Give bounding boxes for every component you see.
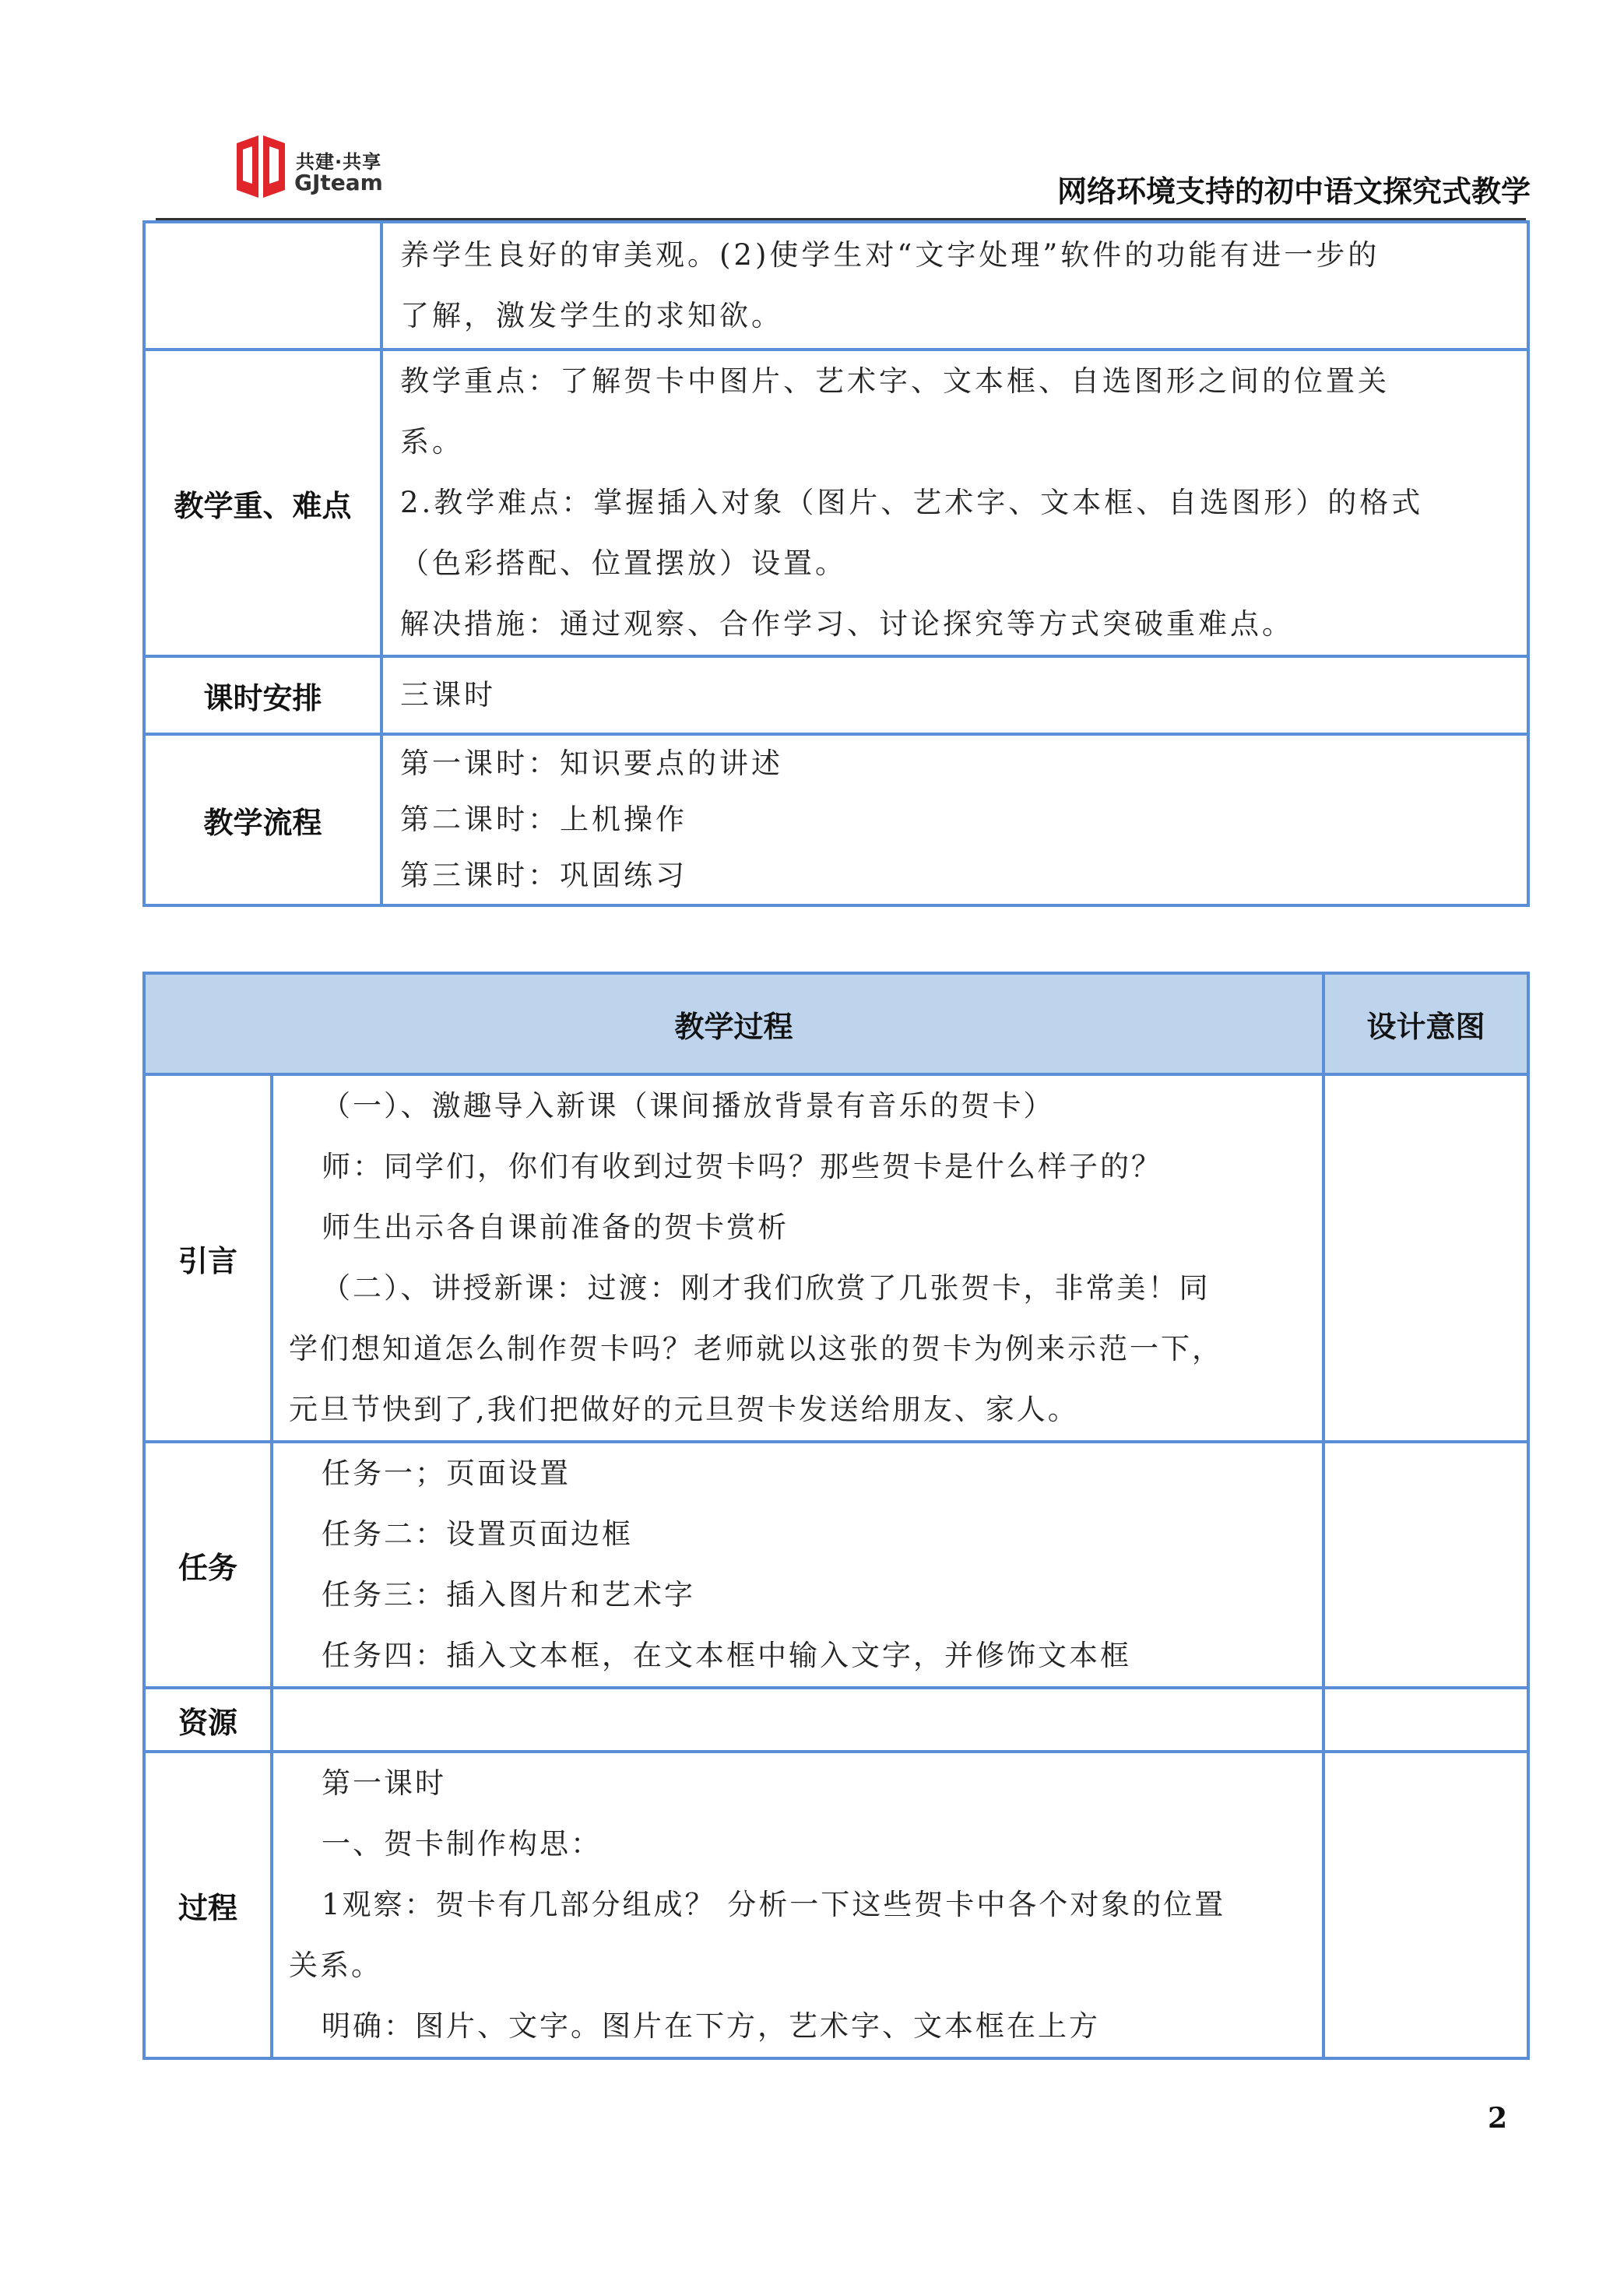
text-line: 系。 bbox=[400, 425, 464, 459]
row-label: 课时安排 bbox=[144, 656, 381, 734]
text-line: 师生出示各自课前准备的贺卡赏析 bbox=[322, 1211, 789, 1244]
row-content bbox=[381, 350, 1528, 656]
table-row bbox=[144, 1688, 1528, 1752]
page-number: 2 bbox=[1487, 2102, 1507, 2135]
teaching-process-table bbox=[142, 972, 1530, 2060]
intent-cell bbox=[1323, 1074, 1528, 1442]
text-line: 第一课时 bbox=[322, 1766, 446, 1800]
logo-text-english: GJteam bbox=[294, 170, 383, 195]
text-line: 任务三：插入图片和艺术字 bbox=[322, 1578, 695, 1611]
header-design-intent: 设计意图 bbox=[1323, 973, 1528, 1074]
row-content bbox=[381, 656, 1528, 734]
intent-cell bbox=[1323, 1752, 1528, 2058]
row-label: 教学流程 bbox=[144, 734, 381, 905]
table-row bbox=[144, 734, 1528, 905]
logo-mark-icon bbox=[234, 132, 288, 202]
text-line: 一、贺卡制作构思： bbox=[322, 1827, 602, 1861]
text-line: 第一课时：知识要点的讲述 bbox=[400, 747, 783, 780]
document-title: 网络环境支持的初中语文探究式教学 bbox=[1056, 174, 1531, 209]
text-line: 第二课时：上机操作 bbox=[400, 803, 687, 836]
row-label: 资源 bbox=[144, 1688, 272, 1752]
table-row bbox=[144, 1752, 1528, 2058]
text-line: （一）、激趣导入新课（课间播放背景有音乐的贺卡） bbox=[322, 1089, 1055, 1123]
intent-cell bbox=[1323, 1688, 1528, 1752]
row-content bbox=[272, 1442, 1323, 1688]
text-line: （二）、讲授新课：过渡：刚才我们欣赏了几张贺卡，非常美！同 bbox=[322, 1271, 1211, 1305]
text-line: 教学重点：了解贺卡中图片、艺术字、文本框、自选图形之间的位置关 bbox=[400, 364, 1390, 398]
table-row bbox=[144, 350, 1528, 656]
row-label bbox=[144, 222, 381, 350]
text-line: 师：同学们，你们有收到过贺卡吗？那些贺卡是什么样子的？ bbox=[322, 1150, 1162, 1183]
text-line: 关系。 bbox=[289, 1949, 382, 1982]
text-line: （色彩搭配、位置摆放）设置。 bbox=[400, 547, 847, 580]
table-row bbox=[144, 656, 1528, 734]
header-teaching-process: 教学过程 bbox=[144, 973, 1323, 1074]
row-content bbox=[272, 1074, 1323, 1442]
text-line: 养学生良好的审美观。(2)使学生对“文字处理”软件的功能有进一步的 bbox=[400, 238, 1380, 272]
lesson-overview-table bbox=[142, 220, 1530, 907]
text-line: 三课时 bbox=[400, 678, 496, 712]
logo-text-chinese: 共建·共享 bbox=[296, 151, 382, 173]
text-line: 明确：图片、文字。图片在下方，艺术字、文本框在上方 bbox=[322, 2009, 1100, 2043]
table-row bbox=[144, 1074, 1528, 1442]
text-line: 学们想知道怎么制作贺卡吗？老师就以这张的贺卡为例来示范一下， bbox=[289, 1332, 1223, 1365]
text-line: 元旦节快到了,我们把做好的元旦贺卡发送给朋友、家人。 bbox=[289, 1393, 1079, 1426]
gjteam-logo bbox=[234, 132, 420, 202]
row-content bbox=[272, 1752, 1323, 2058]
table-row bbox=[144, 1442, 1528, 1688]
text-line: 任务四：插入文本框，在文本框中输入文字，并修饰文本框 bbox=[322, 1639, 1131, 1672]
row-content bbox=[272, 1688, 1323, 1752]
table-row bbox=[144, 222, 1528, 350]
text-line: 1观察：贺卡有几部分组成？ 分析一下这些贺卡中各个对象的位置 bbox=[322, 1888, 1226, 1921]
row-content bbox=[381, 734, 1528, 905]
row-content bbox=[381, 222, 1528, 350]
row-label: 引言 bbox=[144, 1074, 272, 1442]
intent-cell bbox=[1323, 1442, 1528, 1688]
row-label: 任务 bbox=[144, 1442, 272, 1688]
table-header-row bbox=[144, 973, 1528, 1074]
text-line: 任务一；页面设置 bbox=[322, 1457, 571, 1490]
row-label: 教学重、难点 bbox=[144, 350, 381, 656]
text-line: 解决措施：通过观察、合作学习、讨论探究等方式突破重难点。 bbox=[400, 607, 1294, 641]
text-line: 任务二：设置页面边框 bbox=[322, 1517, 633, 1551]
text-line: 了解，激发学生的求知欲。 bbox=[400, 299, 783, 332]
text-line: 第三课时：巩固练习 bbox=[400, 859, 687, 892]
text-line: 2.教学难点：掌握插入对象（图片、艺术字、文本框、自选图形）的格式 bbox=[400, 486, 1424, 519]
row-label: 过程 bbox=[144, 1752, 272, 2058]
